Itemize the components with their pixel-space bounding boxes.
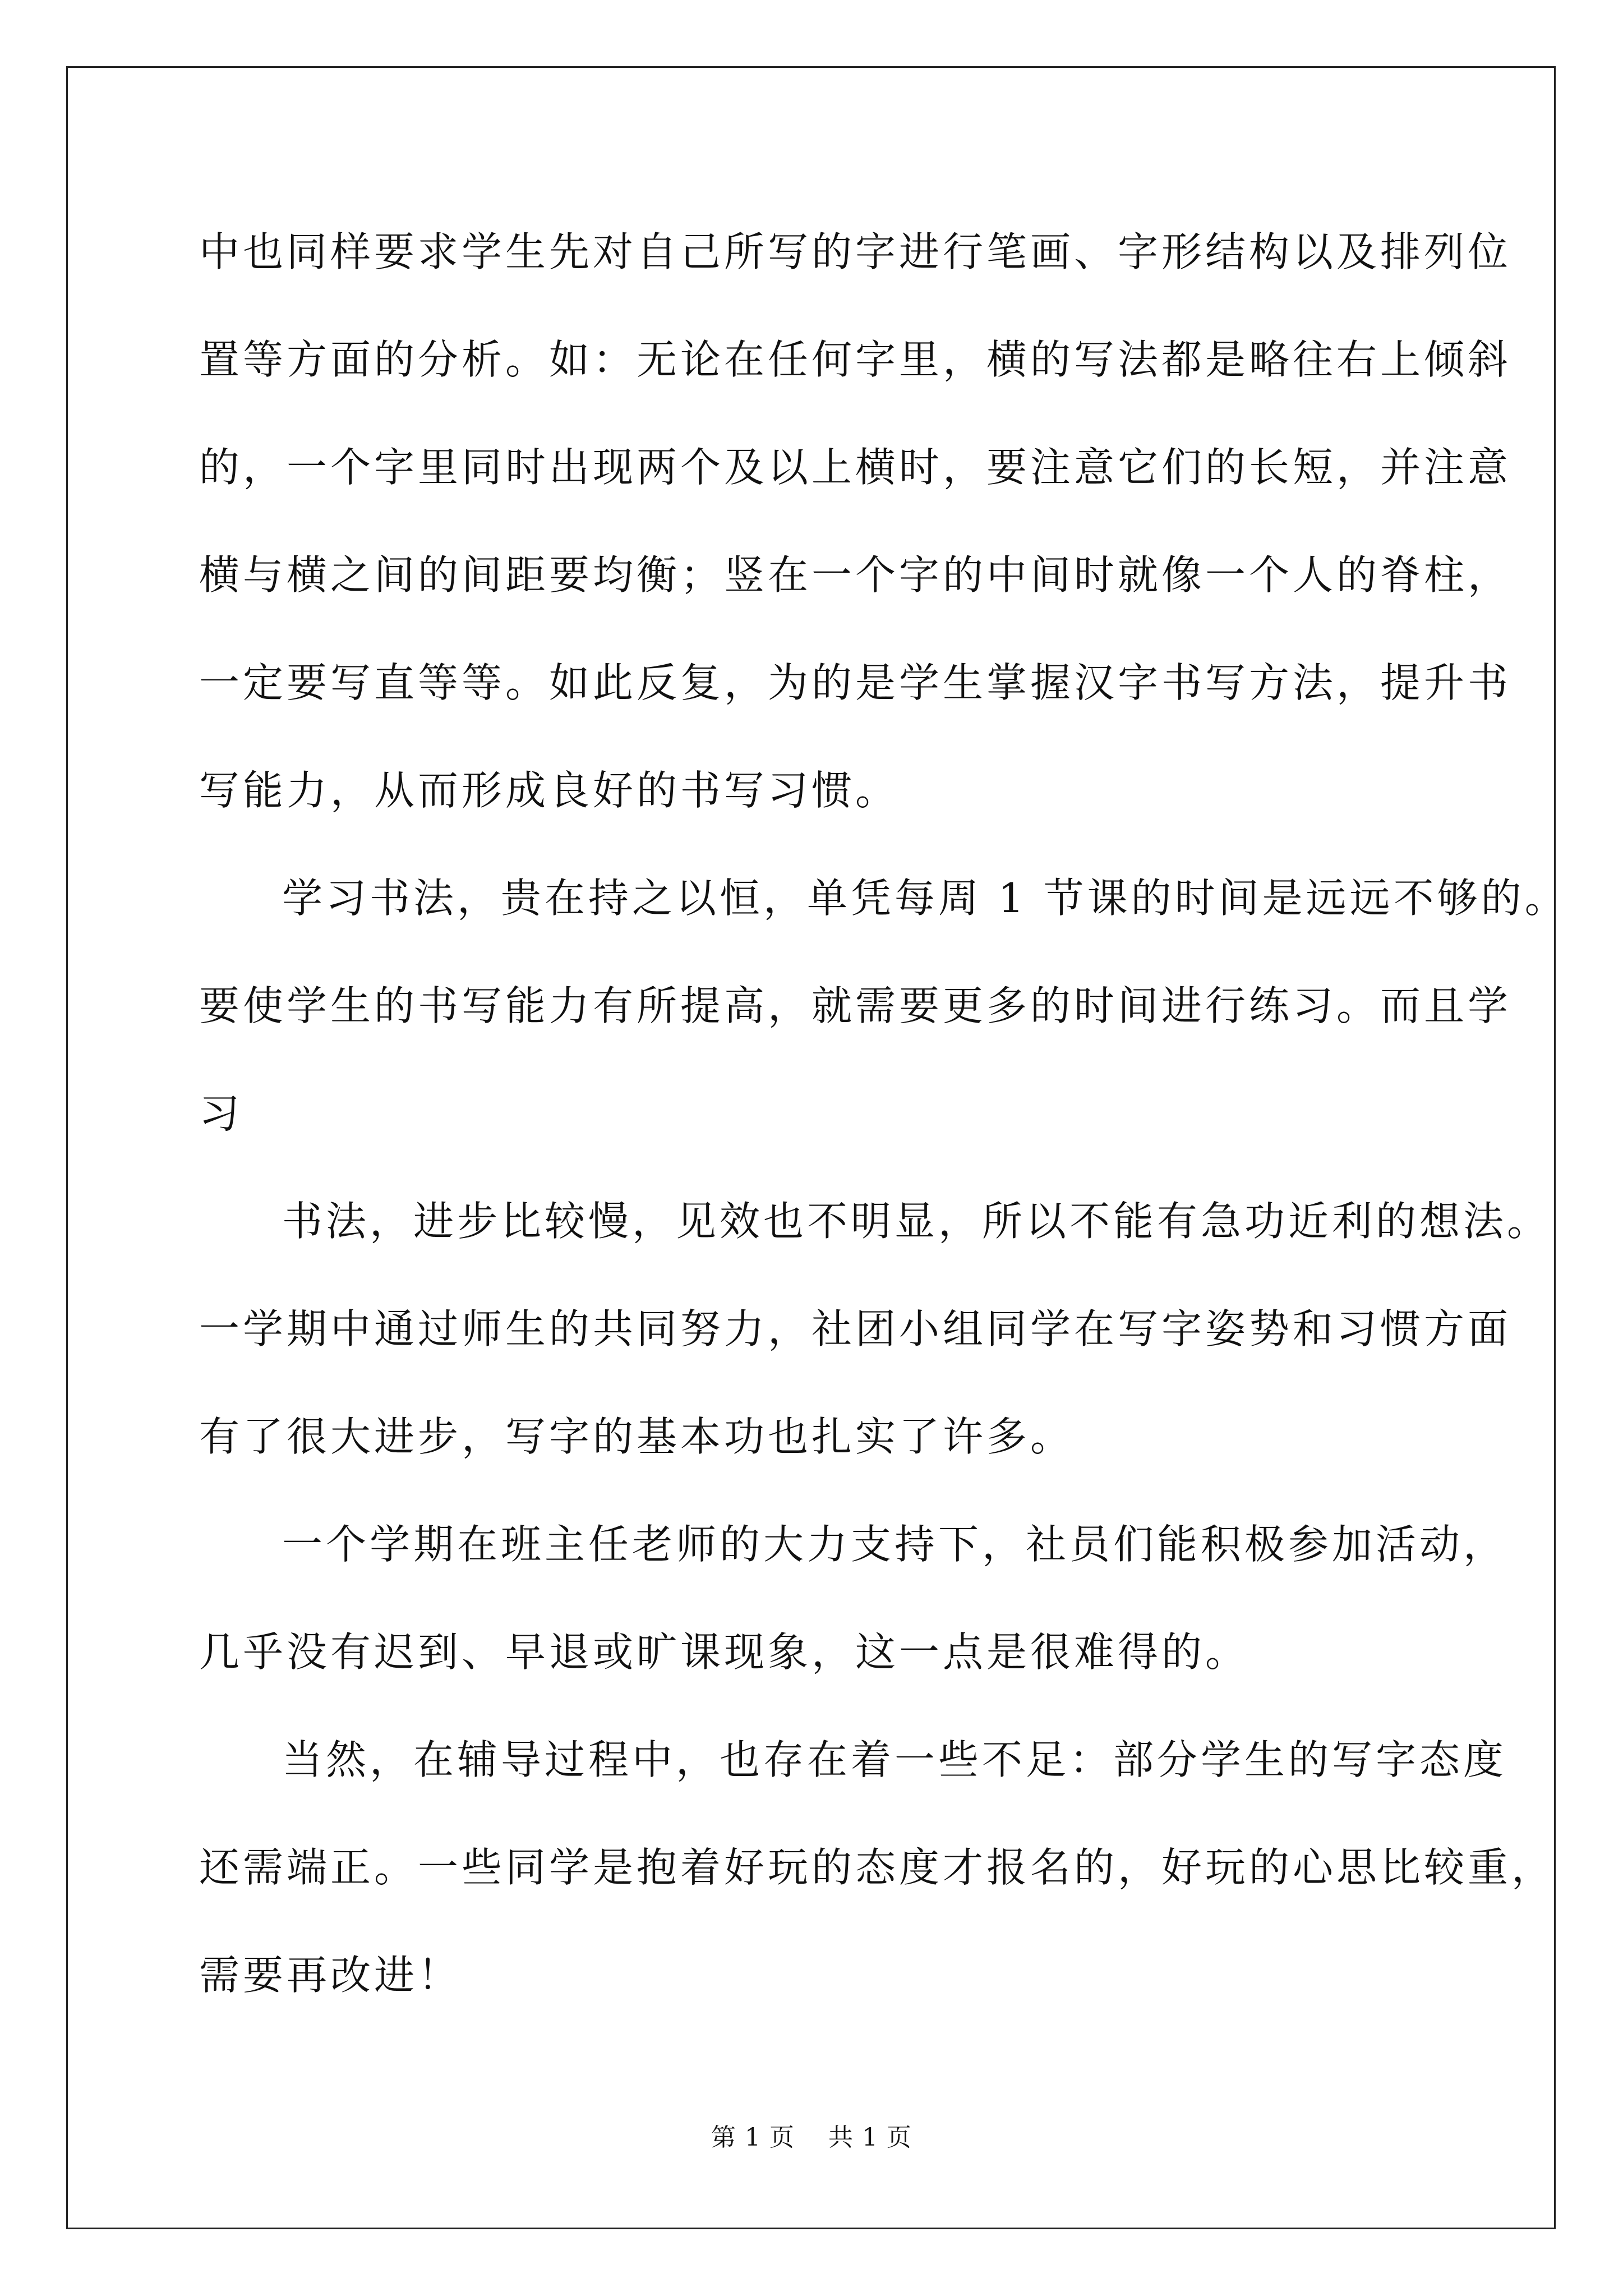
text-line: 习 — [199, 1090, 243, 1137]
text-line: 几乎没有迟到、早退或旷课现象，这一点是很难得的。 — [199, 1628, 1249, 1676]
page-number-footer: 第 1 页 共 1 页 — [711, 2123, 912, 2152]
document-body — [199, 216, 1569, 2047]
text-line: 还需端正。一些同学是抱着好玩的态度才报名的，好玩的心思比较重， — [199, 1844, 1556, 1891]
text-line: 书法，进步比较慢，见效也不明显，所以不能有急功近利的想法。 — [282, 1198, 1551, 1245]
text-line: 写能力，从而形成良好的书写习惯。 — [199, 767, 900, 814]
text-line: 需要再改进！ — [199, 1952, 462, 1999]
text-line: 置等方面的分析。如：无论在任何字里，横的写法都是略往右上倾斜 — [199, 336, 1512, 383]
text-line: 有了很大进步，写字的基本功也扎实了许多。 — [199, 1413, 1075, 1460]
text-line: 一学期中通过师生的共同努力，社团小组同学在写字姿势和习惯方面 — [199, 1305, 1512, 1352]
text-line: 一定要写直等等。如此反复，为的是学生掌握汉字书写方法，提升书 — [199, 659, 1512, 706]
text-line: 横与横之间的间距要均衡；竖在一个字的中间时就像一个人的脊柱， — [199, 551, 1512, 599]
text-line: 当然，在辅导过程中，也存在着一些不足：部分学生的写字态度 — [282, 1736, 1507, 1783]
text-line: 中也同样要求学生先对自己所写的字进行笔画、字形结构以及排列位 — [199, 228, 1512, 275]
text-line: 要使学生的书写能力有所提高，就需要更多的时间进行练习。而且学 — [199, 982, 1512, 1029]
text-line: 学习书法，贵在持之以恒，单凭每周 1 节课的时间是远远不够的。 — [282, 875, 1569, 922]
text-line: 一个学期在班主任老师的大力支持下，社员们能积极参加活动， — [282, 1521, 1507, 1568]
text-line: 的，一个字里同时出现两个及以上横时，要注意它们的长短，并注意 — [199, 444, 1512, 491]
